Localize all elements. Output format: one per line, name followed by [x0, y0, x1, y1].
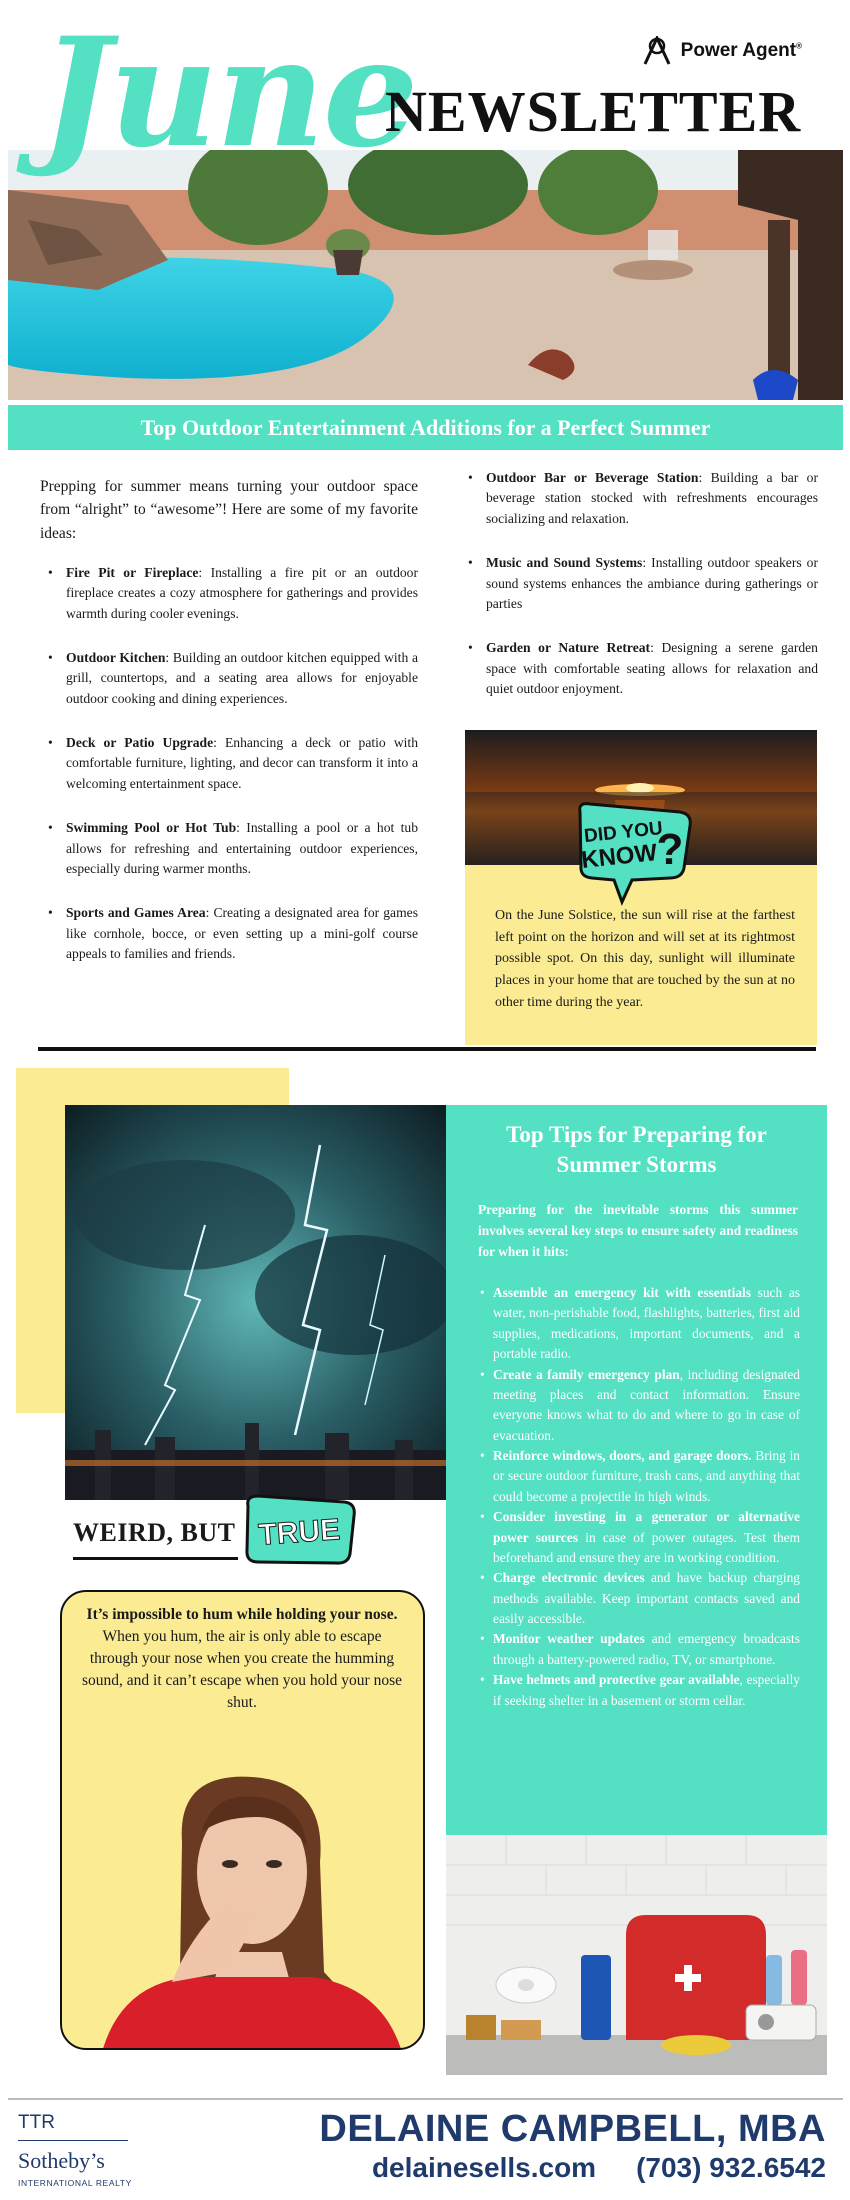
svg-text:DID YOU: DID YOU [583, 817, 664, 848]
outdoor-ideas-list-continued [460, 468, 818, 700]
did-you-know-badge [570, 798, 700, 908]
svg-text:?: ? [656, 825, 684, 874]
outdoor-section [40, 475, 418, 965]
newsletter-title: NEWSLETTER [385, 79, 802, 144]
list-item: • Reinforce windows, doors, and garage doors. Bring in or secure outdoor furniture, trash cans, and anything that could become a projectile in high winds. [478, 1446, 800, 1507]
list-item: • Assemble an emergency kit with essentials such as water, non-perishable food, flashlights, batteries, first aid supplies, medications, important documents, and a portable radio. [478, 1283, 800, 1365]
list-item: • Deck or Patio Upgrade: Enhancing a deck or patio with comfortable furniture, lighting, and decor can transform it into a welcoming entertainment space. [40, 733, 418, 794]
outdoor-ideas-list [40, 563, 418, 965]
power-agent-logo [641, 36, 802, 66]
brokerage-rule [18, 2140, 128, 2141]
list-item: • Music and Sound Systems: Installing outdoor speakers or sound systems enhances the ambiance during gatherings or parties [460, 553, 818, 614]
weird-fact-text: It’s impossible to hum while holding your nose. When you hum, the air is only able to escape through your nose when you create the humming sound, and it can’t escape when you hold your nose shut. [82, 1606, 402, 1711]
brokerage-ttr: TTR [18, 2112, 55, 2133]
list-item: • Sports and Games Area: Creating a designated area for games like cornhole, bocce, or even setting up a mini-golf course appeals to families and friends. [40, 903, 418, 964]
weird-but-true-underline [73, 1557, 238, 1560]
section-divider [38, 1047, 816, 1051]
list-item: • Outdoor Bar or Beverage Station: Building a bar or beverage station stocked with refreshments encourages socializing and relaxation. [460, 468, 818, 529]
power-agent-logo-icon [641, 36, 675, 66]
svg-text:KNOW: KNOW [580, 839, 659, 874]
list-item: • Monitor weather updates and emergency broadcasts through a battery-powered radio, TV, or smartphone. [478, 1629, 800, 1670]
power-agent-logo-text: Power Agent® [680, 40, 802, 61]
brokerage-subtitle: INTERNATIONAL REALTY [18, 2178, 132, 2188]
weird-but-true-label: WEIRD, BUT [73, 1518, 236, 1547]
month-title: June [40, 5, 417, 181]
agent-contact [372, 2152, 826, 2184]
list-item: • Charge electronic devices and have backup charging methods available. Keep important contacts saved and easily accessible. [478, 1568, 800, 1629]
list-item: • Fire Pit or Fireplace: Installing a fire pit or an outdoor fireplace creates a cozy atmosphere for gatherings and provides warmth during cooler evenings. [40, 563, 418, 624]
outdoor-section-right [460, 468, 818, 700]
storm-tips-title: Top Tips for Preparing for Summer Storms [506, 1122, 767, 1177]
storm-tips-box [446, 1105, 827, 1835]
storm-tips-list [478, 1283, 800, 1711]
outdoor-section-banner: Top Outdoor Entertainment Additions for a Perfect Summer [8, 405, 843, 450]
did-you-know-text: On the June Solstice, the sun will rise at the farthest left point on the horizon and will set at its rightmost possible spot. On this day, sunlight will illuminate places in your home that are touched by the sun at no other time during the year. [495, 908, 795, 1010]
woman-holding-nose-image [62, 1772, 425, 2050]
list-item: • Consider investing in a generator or alternative power sources in case of power outages. Test them beforehand and ensure they are in working condition. [478, 1507, 800, 1568]
list-item: • Have helmets and protective gear available, especially if seeking shelter in a basement or storm cellar. [478, 1670, 800, 1711]
agent-phone[interactable]: (703) 932.6542 [636, 2152, 826, 2183]
storm-tips-intro: Preparing for the inevitable storms this summer involves several key steps to ensure safety and readiness for when it hits: [478, 1202, 798, 1259]
list-item: • Outdoor Kitchen: Building an outdoor kitchen equipped with a grill, countertops, and a seating area allows for enjoyable outdoor cooking and dining experiences. [40, 648, 418, 709]
backyard-pool-image [8, 150, 843, 400]
brokerage-sothebys: Sotheby’s [18, 2148, 105, 2173]
outdoor-intro: Prepping for summer means turning your outdoor space from “alright” to “awesome”! Here are some of my favorite ideas: [40, 478, 418, 542]
emergency-kit-image [446, 1835, 827, 2075]
agent-website[interactable]: delainesells.com [371, 2152, 597, 2183]
true-badge [240, 1492, 360, 1572]
list-item: • Create a family emergency plan, including designated meeting places and contact information. Ensure everyone knows what to do and where to go in case of evacuation. [478, 1365, 800, 1447]
lightning-storm-image [65, 1105, 447, 1500]
agent-name: DELAINE CAMPBELL, MBA [319, 2108, 826, 2150]
footer-divider [8, 2098, 843, 2100]
list-item: • Garden or Nature Retreat: Designing a serene garden space with comfortable seating allows for relaxation and quiet outdoor enjoyment. [460, 638, 818, 699]
svg-text:TRUE: TRUE [257, 1513, 342, 1552]
list-item: • Swimming Pool or Hot Tub: Installing a pool or a hot tub allows for refreshing and entertaining outdoor experiences, especially during warmer months. [40, 818, 418, 879]
did-you-know-card [465, 730, 817, 1045]
weird-fact-card [60, 1590, 425, 2050]
